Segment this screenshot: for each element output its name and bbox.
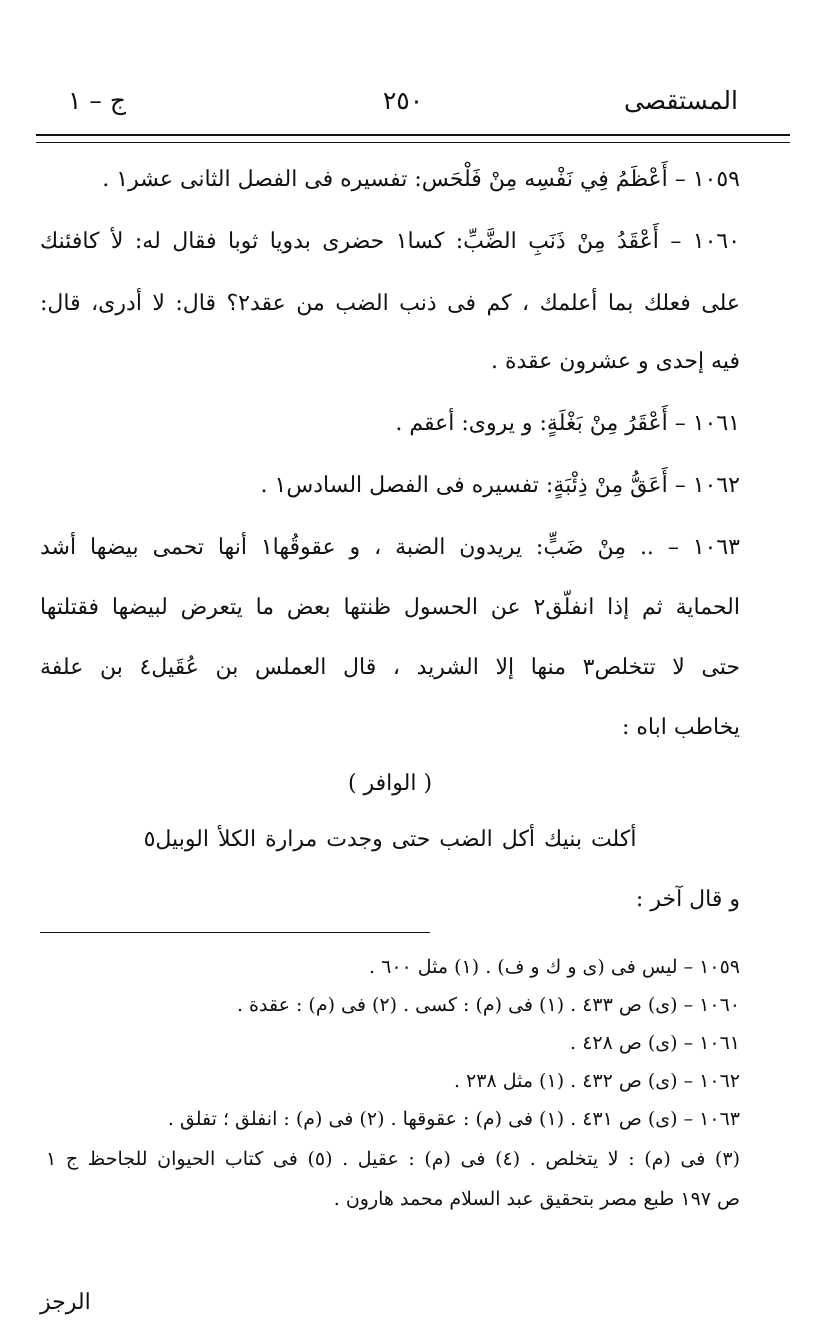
page-header — [68, 86, 738, 126]
entry-1061-line-1: ١٠٦١ – أَعْقَرُ مِنْ بَغْلَةٍ: و يروى: أعقم . — [395, 411, 740, 436]
volume-label: ج – ١ — [68, 86, 126, 115]
footnote-1061: ١٠٦١ – (ى) ص ٤٢٨ . — [570, 1032, 740, 1054]
entry-1059-line-1: ١٠٥٩ – أَعْظَمُ فِي نَفْسِه مِنْ فَلْحَس: تفسيره فى الفصل الثانى عشر١ . — [102, 167, 740, 192]
header-rule — [36, 134, 790, 136]
verse-continuation: و قال آخر : — [635, 887, 740, 912]
footnote-1060: ١٠٦٠ – (ى) ص ٤٣٣ . (١) فى (م) : كسى . (٢) فى (م) : عقدة . — [236, 994, 740, 1016]
poem-verse: أكلت بنيك أكل الضب حتى وجدت مرارة الكلأ الوبيل٥ — [143, 827, 637, 852]
entry-1063-line-2: الحماية ثم إذا انفلّق٢ عن الحسول ظنتها بعض ما يتعرض لبيضها فقتلتها — [40, 595, 740, 620]
entry-1063-line-3: حتى لا تتخلص٣ منها إلا الشريد ، قال العملس بن عُقَيل٤ بن علفة — [40, 655, 740, 680]
entry-1062-line-1: ١٠٦٢ – أَعَقُّ مِنْ ذِئْبَةٍ: تفسيره فى الفصل السادس١ . — [260, 473, 740, 498]
entry-1060-line-1: ١٠٦٠ – أَعْقَدُ مِنْ ذَنَبِ الضَّبِّ: كسا١ حضرى بدويا ثوبا فقال له: لأ كافئنك — [40, 229, 741, 254]
entry-1063-line-1: ١٠٦٣ – .. مِنْ ضَبٍّ: يريدون الضبة ، و عقوقُها١ أنها تحمى بيضها أشد — [40, 535, 740, 560]
footnote-1062: ١٠٦٢ – (ى) ص ٤٣٢ . (١) مثل ٢٣٨ . — [453, 1070, 740, 1092]
catchword: الرجز — [40, 1290, 91, 1315]
entry-1060-line-3: فيه إحدى و عشرون عقدة . — [490, 349, 740, 374]
header-rule-thin — [36, 142, 790, 143]
footnote-1059: ١٠٥٩ – ليس فى (ى و ك و ف) . (١) مثل ٦٠٠ . — [369, 956, 740, 978]
page-number: ٢٥٠ — [382, 86, 424, 115]
footnote-1063: ١٠٦٣ – (ى) ص ٤٣١ . (١) فى (م) : عقوقها . (٢) فى (م) : انفلق ؛ تفلق . — [167, 1108, 740, 1130]
poetic-meter: ( الوافر ) — [347, 771, 433, 796]
entry-1060-line-2: على فعلك بما أعلمك ، كم فى ذنب الضب من عقد٢؟ قال: لا أدرى، قال: — [40, 291, 740, 316]
entry-1063-line-4: يخاطب اباه : — [621, 715, 740, 740]
footnote-1063-cont-1: (٣) فى (م) : لا يتخلص . (٤) فى (م) : عقيل . (٥) فى كتاب الحيوان للجاحظ ج ١ — [46, 1148, 740, 1170]
footnote-1063-cont-2: ص ١٩٧ طبع مصر بتحقيق عبد السلام محمد هارون . — [333, 1188, 740, 1210]
running-title: المستقصى — [623, 86, 738, 115]
footnote-rule — [40, 932, 430, 933]
